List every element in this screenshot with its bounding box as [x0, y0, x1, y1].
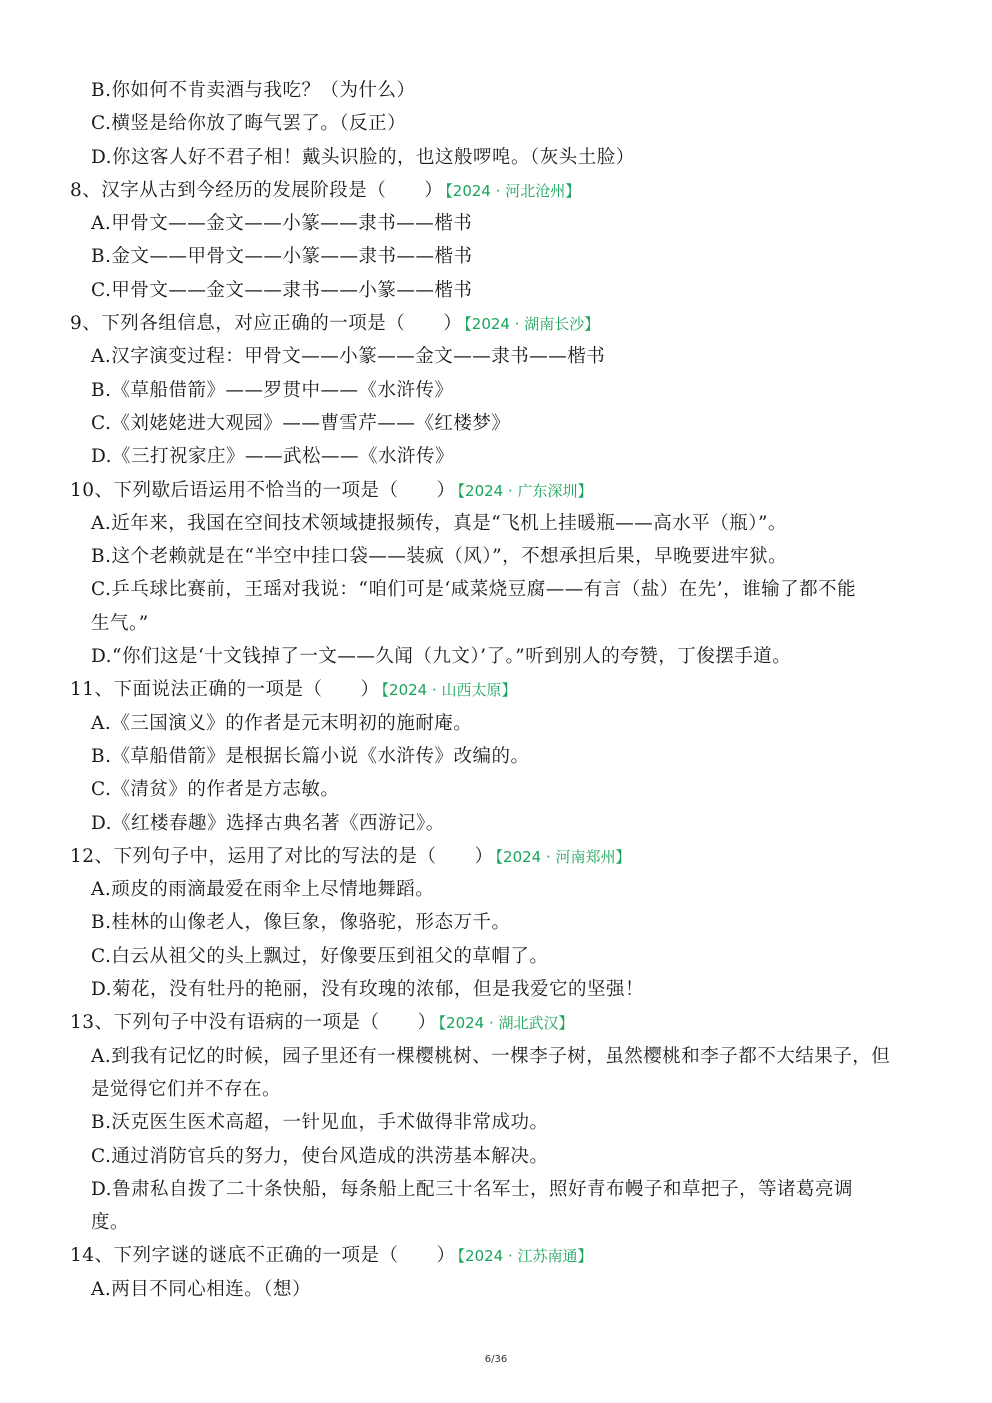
option-text: B.《草船借箭》——罗贯中——《水浒传》 [91, 379, 454, 401]
option-text: 生气。” [91, 612, 149, 634]
option-text: A.到我有记忆的时候，园子里还有一棵樱桃树、一棵李子树，虽然樱桃和李子都不大结果子，但 [91, 1045, 891, 1067]
option-text: C.横竖是给你放了晦气罢了。（反正） [91, 113, 407, 135]
document-body [0, 74, 992, 1306]
option-line [0, 1073, 992, 1106]
option-text: A.近年来，我国在空间技术领域捷报频传，真是“飞机上挂暖瓶——高水平（瓶）”。 [91, 512, 787, 534]
option-text: B.你如何不肯卖酒与我吃？（为什么） [91, 80, 416, 101]
option-line [0, 540, 992, 573]
question-line [0, 474, 992, 507]
question-line [0, 174, 992, 207]
source-tag: 【2024 · 江苏南通】 [457, 1247, 593, 1266]
option-line [0, 773, 992, 806]
option-text: C.白云从祖父的头上飘过，好像要压到祖父的草帽了。 [91, 945, 549, 967]
option-line [0, 940, 992, 973]
option-text: B.《草船借箭》是根据长篇小说《水浒传》改编的。 [91, 745, 530, 767]
option-line [0, 873, 992, 906]
option-line [0, 906, 992, 939]
question-text: 8、汉字从古到今经历的发展阶段是（ ） [70, 179, 444, 201]
page-number: 6/36 [484, 1354, 508, 1365]
question-text: 10、下列歇后语运用不恰当的一项是（ ） [70, 479, 456, 501]
question-line [0, 1006, 992, 1039]
option-line [0, 440, 992, 473]
option-text: C.甲骨文——金文——隶书——小篆——楷书 [91, 279, 473, 301]
option-line [0, 507, 992, 540]
option-text: D.《三打祝家庄》——武松——《水浒传》 [91, 446, 455, 468]
option-line [0, 107, 992, 140]
option-line [0, 1140, 992, 1173]
option-text: D.你这客人好不君子相！戴头识脸的，也这般啰唣。（灰头土脸） [91, 146, 635, 168]
option-text: A.汉字演变过程：甲骨文——小篆——金文——隶书——楷书 [91, 346, 606, 368]
option-line [0, 640, 992, 673]
option-text: D.《红楼春趣》选择古典名著《西游记》。 [91, 812, 445, 834]
option-line [0, 1273, 992, 1306]
option-text: C.《刘姥姥进大观园》——曹雪芹——《红楼梦》 [91, 412, 511, 434]
option-line [0, 74, 992, 107]
option-line [0, 374, 992, 407]
source-tag: 【2024 · 河北沧州】 [445, 181, 581, 200]
source-tag: 【2024 · 山西太原】 [381, 681, 517, 700]
option-text: A.《三国演义》的作者是元末明初的施耐庵。 [91, 712, 473, 734]
option-line [0, 407, 992, 440]
option-text: B.金文——甲骨文——小篆——隶书——楷书 [91, 246, 473, 268]
option-text: A.两目不同心相连。（想） [91, 1278, 311, 1300]
option-text: C.《清贫》的作者是方志敏。 [91, 779, 340, 801]
option-text: D.“你们这是‘十文钱掉了一文——久闻（九文）’了。”听到别人的夸赞，丁俊摆手道。 [91, 646, 792, 668]
question-text: 13、下列句子中没有语病的一项是（ ） [70, 1012, 437, 1034]
option-line [0, 340, 992, 373]
option-text: A.甲骨文——金文——小篆——隶书——楷书 [91, 213, 473, 235]
option-text: 是觉得它们并不存在。 [91, 1078, 282, 1100]
option-line [0, 274, 992, 307]
option-line [0, 1173, 992, 1206]
option-line [0, 607, 992, 640]
option-line [0, 141, 992, 174]
option-line [0, 573, 992, 606]
option-line [0, 240, 992, 273]
source-tag: 【2024 · 湖南长沙】 [464, 315, 600, 334]
question-line [0, 1239, 992, 1272]
option-line [0, 1106, 992, 1139]
option-line [0, 207, 992, 240]
option-text: B.沃克医生医术高超，一针见血，手术做得非常成功。 [91, 1112, 549, 1134]
question-line [0, 673, 992, 706]
option-line [0, 807, 992, 840]
question-text: 9、下列各组信息，对应正确的一项是（ ） [70, 313, 463, 335]
option-text: D.菊花，没有牡丹的艳丽，没有玫瑰的浓郁，但是我爱它的坚强！ [91, 979, 645, 1001]
question-text: 14、下列字谜的谜底不正确的一项是（ ） [70, 1245, 456, 1267]
option-line [0, 740, 992, 773]
option-text: 度。 [91, 1212, 130, 1234]
question-text: 12、下列句子中，运用了对比的写法的是（ ） [70, 845, 494, 867]
option-text: B.这个老赖就是在“半空中挂口袋——装疯（风）”，不想承担后果，早晚要进牢狱。 [91, 546, 788, 568]
option-text: D.鲁肃私自拨了二十条快船，每条船上配三十名军士，照好青布幔子和草把子，等诸葛亮调 [91, 1178, 854, 1200]
source-tag: 【2024 · 河南郑州】 [495, 847, 631, 866]
option-text: C.乒乓球比赛前，王瑶对我说：“咱们可是‘咸菜烧豆腐——有言（盐）在先’，谁输了都不能 [91, 579, 857, 601]
option-text: A.顽皮的雨滴最爱在雨伞上尽情地舞蹈。 [91, 879, 435, 901]
option-line [0, 1040, 992, 1073]
option-line [0, 1206, 992, 1239]
option-line [0, 973, 992, 1006]
option-line [0, 707, 992, 740]
source-tag: 【2024 · 广东深圳】 [457, 481, 593, 500]
option-text: B.桂林的山像老人，像巨象，像骆驼，形态万千。 [91, 912, 511, 934]
option-text: C.通过消防官兵的努力，使台风造成的洪涝基本解决。 [91, 1145, 549, 1167]
question-line [0, 840, 992, 873]
source-tag: 【2024 · 湖北武汉】 [438, 1014, 574, 1033]
question-text: 11、下面说法正确的一项是（ ） [70, 679, 380, 701]
question-line [0, 307, 992, 340]
